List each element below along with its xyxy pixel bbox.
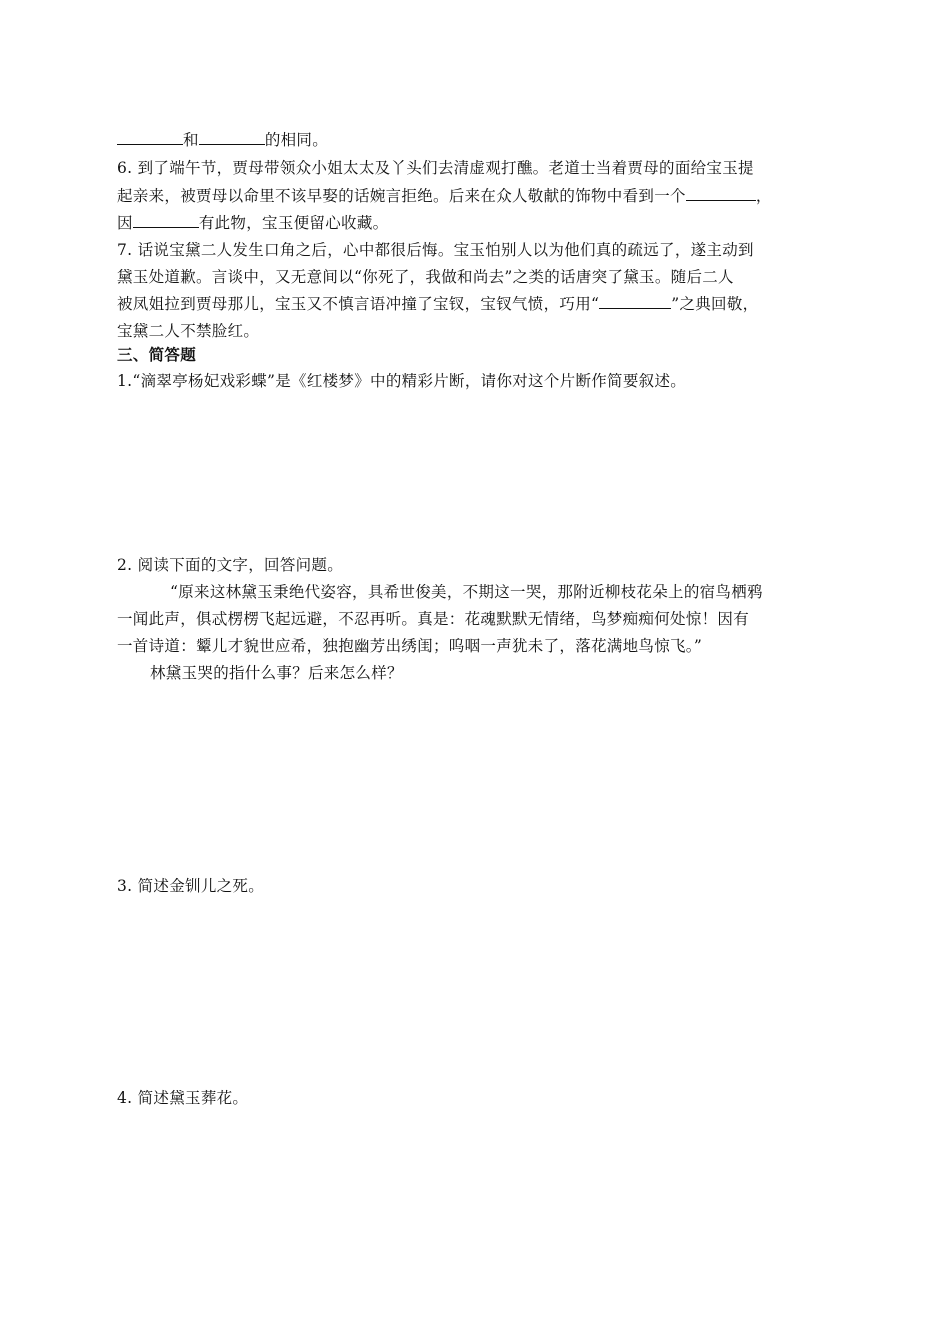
q6-line-1: 6. 到了端午节，贾母带领众小姐太太及丫头们去清虚观打醮。老道士当着贾母的面给宝玉提 [117,159,754,177]
fill-blank[interactable] [133,212,199,228]
q6-line-2: 起亲来，被贾母以命里不该早娶的话婉言拒绝。后来在众人敬献的饰物中看到一个 ， [117,187,772,205]
q7-line-3: 被凤姐拉到贾母那儿，宝玉又不慎言语冲撞了宝钗，宝钗气愤，巧用“ ”之典回敬， [117,295,759,313]
q5-continuation: 和 的相同。 [117,128,837,152]
q7-line-2: 黛玉处道歉。言谈中，又无意间以“你死了，我做和尚去”之类的话唐突了黛玉。随后二人 [117,268,734,286]
section-heading: 三、简答题 [117,345,197,364]
q7-line-1: 7. 话说宝黛二人发生口角之后，心中都很后悔。宝玉怕别人以为他们真的疏远了，遂主动到 [117,241,754,259]
fill-blank[interactable] [686,185,756,201]
question-3: 3. 简述金钏儿之死。 [117,877,265,895]
q7-line-4: 宝黛二人不禁脸红。 [117,322,260,340]
fill-blank[interactable] [117,129,183,145]
question-1: 1.“滴翠亭杨妃戏彩蝶”是《红楼梦》中的精彩片断，请你对这个片断作简要叙述。 [117,372,687,390]
quote-line-1: “原来这林黛玉秉绝代姿容，具希世俊美，不期这一哭，那附近柳枝花朵上的宿鸟栖鸦 [170,583,763,601]
question-2-prompt: 林黛玉哭的指什么事？后来怎么样？ [150,664,403,682]
fill-blank[interactable] [599,293,671,309]
quote-line-2: 一闻此声，俱忒楞楞飞起远避，不忍再听。真是：花魂默默无情绪，鸟梦痴痴何处惊！因有 [117,610,750,628]
q6-line-3: 因 有此物，宝玉便留心收藏。 [117,214,389,232]
question-4: 4. 简述黛玉葬花。 [117,1089,249,1107]
fill-blank[interactable] [199,129,265,145]
quote-line-3: 一首诗道：颦儿才貌世应希，独抱幽芳出绣闺；呜咽一声犹未了，落花满地鸟惊飞。” [117,637,703,655]
question-2-intro: 2. 阅读下面的文字，回答问题。 [117,556,344,574]
